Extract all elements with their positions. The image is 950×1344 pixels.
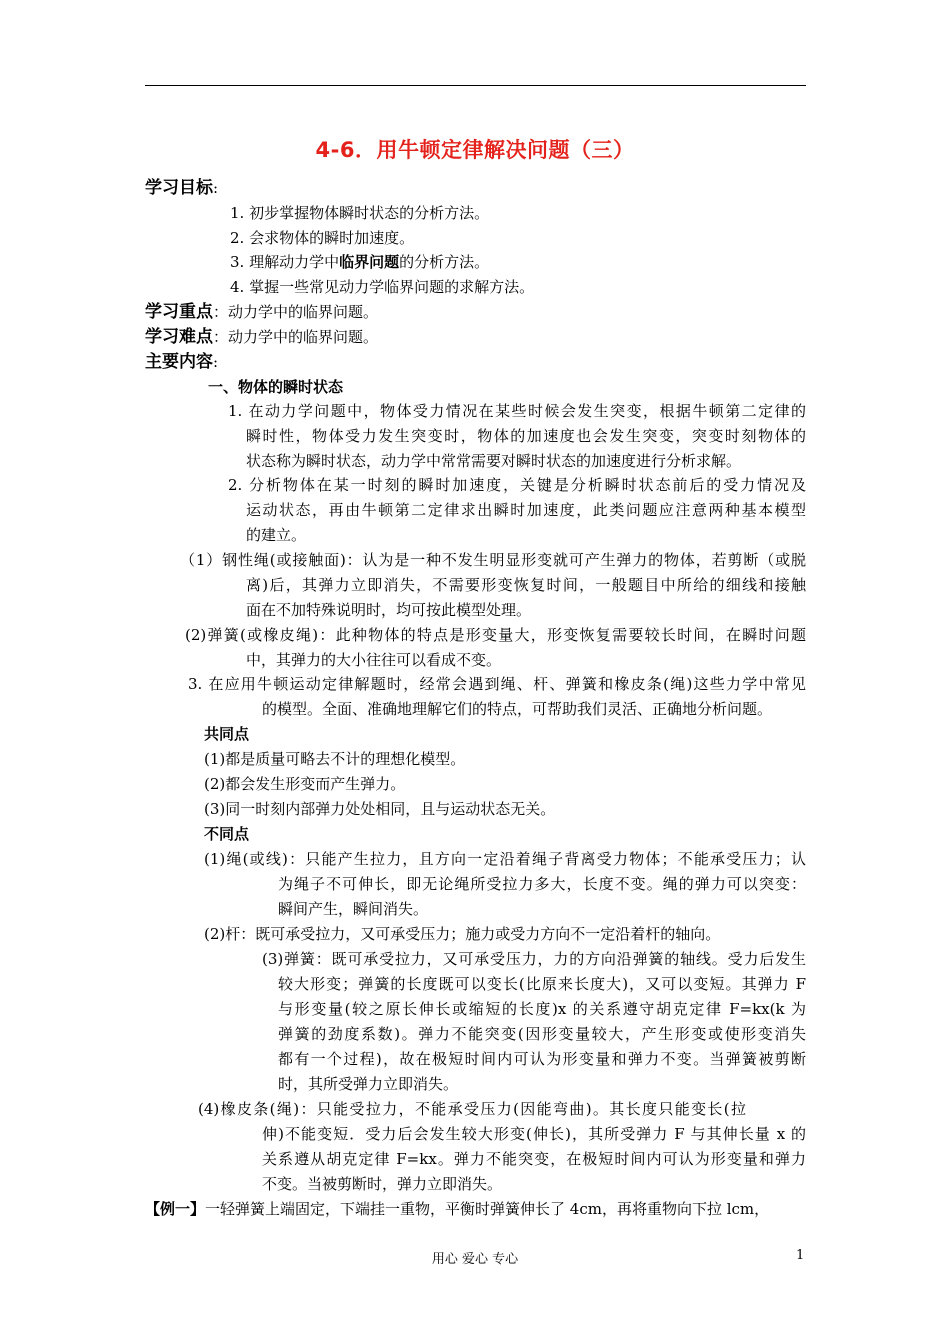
difficult-label: 学习难点 [145,327,213,347]
diff1-line-3: 瞬间产生，瞬间消失。 [278,900,429,918]
diff1-line-2: 为绳子不可伸长，即无论绳所受拉力多大，长度不变。绳的弹力可以突变： [278,875,806,893]
model1-line-3: 面在不加特殊说明时，均可按此模型处理。 [246,601,532,619]
footer-slogan: 用心 爱心 专心 [431,1252,519,1267]
section-1-heading: 一、物体的瞬时状态 [208,378,344,396]
p1-line-2: 瞬时性，物体受力发生突变时，物体的加速度也会发生突变，突变时刻物体的 [246,427,806,445]
difficult-points [145,327,378,347]
common-item-2: (2)都会发生形变而产生弹力。 [204,775,406,793]
diff2-line: (2)杆：既可承受拉力，又可承受压力；施力或受力方向不一定沿着杆的轴向。 [204,925,721,943]
goal-item-3 [230,252,489,272]
model1-line-2: 离)后，其弹力立即消失，不需要形变恢复时间，一般题目中所给的细线和接触 [246,576,806,594]
diff4-line-3: 关系遵从胡克定律 F=kx。弹力不能突变，在极短时间内可认为形变量和弹力 [262,1150,806,1168]
diff1-line-1: (1)绳(或线)：只能产生拉力，且方向一定沿着绳子背离受力物体；不能承受压力；认 [204,850,806,868]
difficult-text: ：动力学中的临界问题。 [213,328,379,346]
common-item-1: (1)都是质量可略去不计的理想化模型。 [204,750,466,768]
example-1 [145,1199,769,1219]
diff4-line-1: (4)橡皮条(绳)：只能受拉力，不能承受压力(因能弯曲)。其长度只能变长(拉 [198,1100,746,1118]
main-content-heading [145,352,218,372]
model1-line-1: （1）钢性绳(或接触面)：认为是一种不发生明显形变就可产生弹力的物体，若剪断（或脱 [180,551,806,569]
main-colon: : [213,353,219,371]
diff3-line-5: 都有一个过程)，故在极短时间内可认为形变量和弹力不变。当弹簧被剪断 [278,1050,806,1068]
key-text: ：动力学中的临界问题。 [213,303,379,321]
p2-line-2: 运动状态，再由牛顿第二定律求出瞬时加速度，此类问题应注意两种基本模型 [246,501,806,519]
diff3-line-4: 弹簧的劲度系数)。弹力不能突变(因形变量较大，产生形变或使形变消失 [278,1025,806,1043]
page-number: 1 [796,1248,805,1263]
p3-line-1: 3. 在应用牛顿运动定律解题时，经常会遇到绳、杆、弹簧和橡皮条(绳)这些力学中常见 [188,675,806,693]
diff4-line-4: 不变。当被剪断时，弹力立即消失。 [262,1175,503,1193]
learning-goals-heading [145,178,218,198]
common-item-3: (3)同一时刻内部弹力处处相同，且与运动状态无关。 [204,800,556,818]
example-label: 【例一】 [145,1200,206,1218]
diff4-line-2: 伸)不能变短．受力后会发生较大形变(伸长)，其所受弹力 F 与其伸长量 x 的 [262,1125,806,1143]
common-heading: 共同点 [204,725,250,743]
document-title: 4-6．用牛顿定律解决问题（三） [315,138,635,162]
goal3-bold: 临界问题 [339,253,400,271]
p2-line-1: 2. 分析物体在某一时刻的瞬时加速度，关键是分析瞬时状态前后的受力情况及 [228,476,806,494]
goal3-pre: 3. 理解动力学中 [230,253,340,271]
p1-line-3: 状态称为瞬时状态，动力学中常常需要对瞬时状态的加速度进行分析求解。 [246,452,742,470]
diff3-line-3: 与形变量(较之原长伸长或缩短的长度)x 的关系遵守胡克定律 F=kx(k 为 [278,1000,806,1018]
goals-label: 学习目标 [145,178,213,198]
diff3-line-1: (3)弹簧：既可承受拉力，又可承受压力，力的方向沿弹簧的轴线。受力后发生 [262,950,806,968]
p2-line-3: 的建立。 [246,526,307,544]
diff3-line-6: 时，其所受弹力立即消失。 [278,1075,459,1093]
header-rule [145,85,806,86]
p3-line-2: 的模型。全面、准确地理解它们的特点，可帮助我们灵活、正确地分析问题。 [262,700,773,718]
example-text: 一轻弹簧上端固定，下端挂一重物，平衡时弹簧伸长了 4cm，再将重物向下拉 lcm， [205,1200,770,1218]
p1-line-1: 1. 在动力学问题中，物体受力情况在某些时候会发生突变，根据牛顿第二定律的 [228,402,806,420]
key-points [145,302,378,322]
key-label: 学习重点 [145,302,213,322]
goal-item-4: 4. 掌握一些常见动力学临界问题的求解方法。 [230,278,535,296]
difference-heading: 不同点 [204,825,250,843]
model2-line-2: 中，其弹力的大小往往可以看成不变。 [246,651,502,669]
goal-item-1: 1. 初步掌握物体瞬时状态的分析方法。 [230,204,490,222]
goals-colon: : [213,179,219,197]
model2-line-1: (2)弹簧(或橡皮绳)：此种物体的特点是形变量大，形变恢复需要较长时间，在瞬时问题 [185,626,806,644]
main-label: 主要内容 [145,352,213,372]
goal-item-2: 2. 会求物体的瞬时加速度。 [230,229,415,247]
goal3-post: 的分析方法。 [399,253,490,271]
diff3-line-2: 较大形变；弹簧的长度既可以变长(比原来长度大)，又可以变短。其弹力 F [278,975,806,993]
